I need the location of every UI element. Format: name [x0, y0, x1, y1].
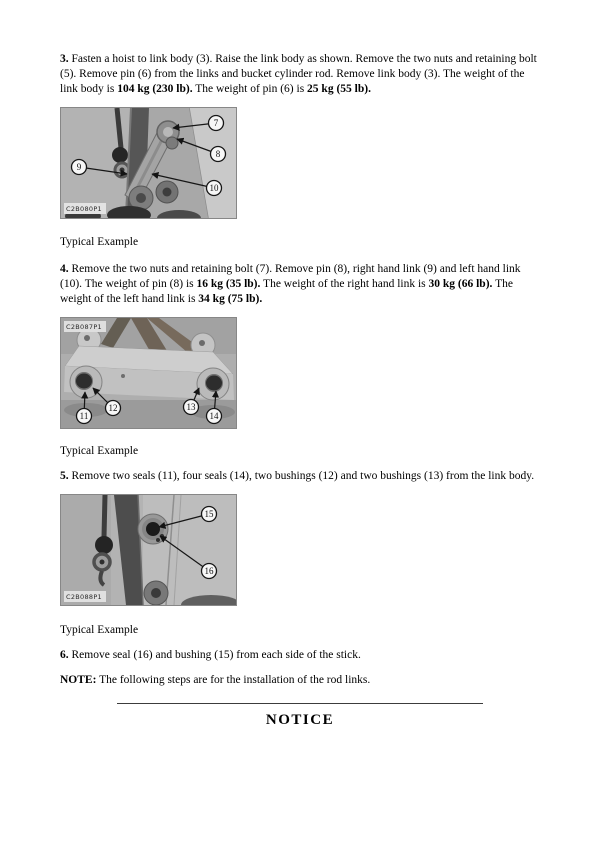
photo-stick-bore: [61, 495, 236, 605]
note-paragraph: NOTE: The following steps are for the installation of the rod links.: [60, 674, 371, 686]
svg-text:15: 15: [204, 509, 214, 519]
svg-text:C2B087P1: C2B087P1: [66, 323, 102, 331]
callout-16: [202, 564, 217, 579]
svg-text:11: 11: [79, 411, 89, 421]
photo-code-label: [64, 203, 106, 214]
svg-text:7: 7: [213, 118, 219, 128]
photo-bucket-links: [61, 108, 236, 218]
svg-text:8: 8: [215, 149, 221, 159]
notice-divider: [117, 703, 483, 704]
callout-13: [184, 400, 199, 415]
step-5-paragraph: 5. Remove two seals (11), four seals (14), two bushings (12) and two bushings (13) from the link body.: [60, 470, 535, 482]
callout-15: [202, 507, 217, 522]
photo-link-body: [61, 318, 236, 428]
step-3-paragraph: 3. Fasten a hoist to link body (3). Raise the link body as shown. Remove the two nuts and retaining bolt (5). Remove pin (6) from the links and bucket cylinder rod. Remove link body (3). The weight of the link body is 104 kg (230 lb). The weight of pin (6) is 25 kg (55 lb).: [60, 53, 537, 95]
callout-8: [211, 147, 226, 162]
svg-text:C2B088P1: C2B088P1: [66, 593, 102, 601]
svg-text:13: 13: [186, 402, 196, 412]
callout-14: [207, 409, 222, 424]
step-6-paragraph: 6. Remove seal (16) and bushing (15) from each side of the stick.: [60, 649, 361, 661]
svg-text:9: 9: [76, 162, 82, 172]
callout-9: [72, 160, 87, 175]
figure-stick-bore-photo: [60, 494, 237, 606]
callout-12: [106, 401, 121, 416]
step-4-paragraph: 4. Remove the two nuts and retaining bolt (7). Remove pin (8), right hand link (9) and left hand link (10). The weight of pin (8) is 16 kg (35 lb). The weight of the right hand link is 30 kg (66 lb). The weight of the left hand link is 34 kg (75 lb).: [60, 263, 521, 305]
figure-link-body-photo: [60, 317, 237, 429]
figure-caption-2: Typical Example: [60, 445, 139, 457]
svg-text:16: 16: [204, 566, 214, 576]
callout-10: [207, 181, 222, 196]
photo-code-label: [64, 591, 106, 602]
svg-text:C2B080P1: C2B080P1: [66, 205, 102, 213]
figure-bucket-links-photo: [60, 107, 237, 219]
figure-caption-3: Typical Example: [60, 624, 139, 636]
figure-caption-1: Typical Example: [60, 236, 139, 248]
callout-11: [77, 409, 92, 424]
callout-7: [209, 116, 224, 131]
notice-heading: NOTICE: [265, 712, 335, 728]
photo-code-label: [64, 321, 106, 332]
svg-text:12: 12: [108, 403, 118, 413]
svg-text:14: 14: [209, 411, 219, 421]
svg-text:10: 10: [209, 183, 219, 193]
